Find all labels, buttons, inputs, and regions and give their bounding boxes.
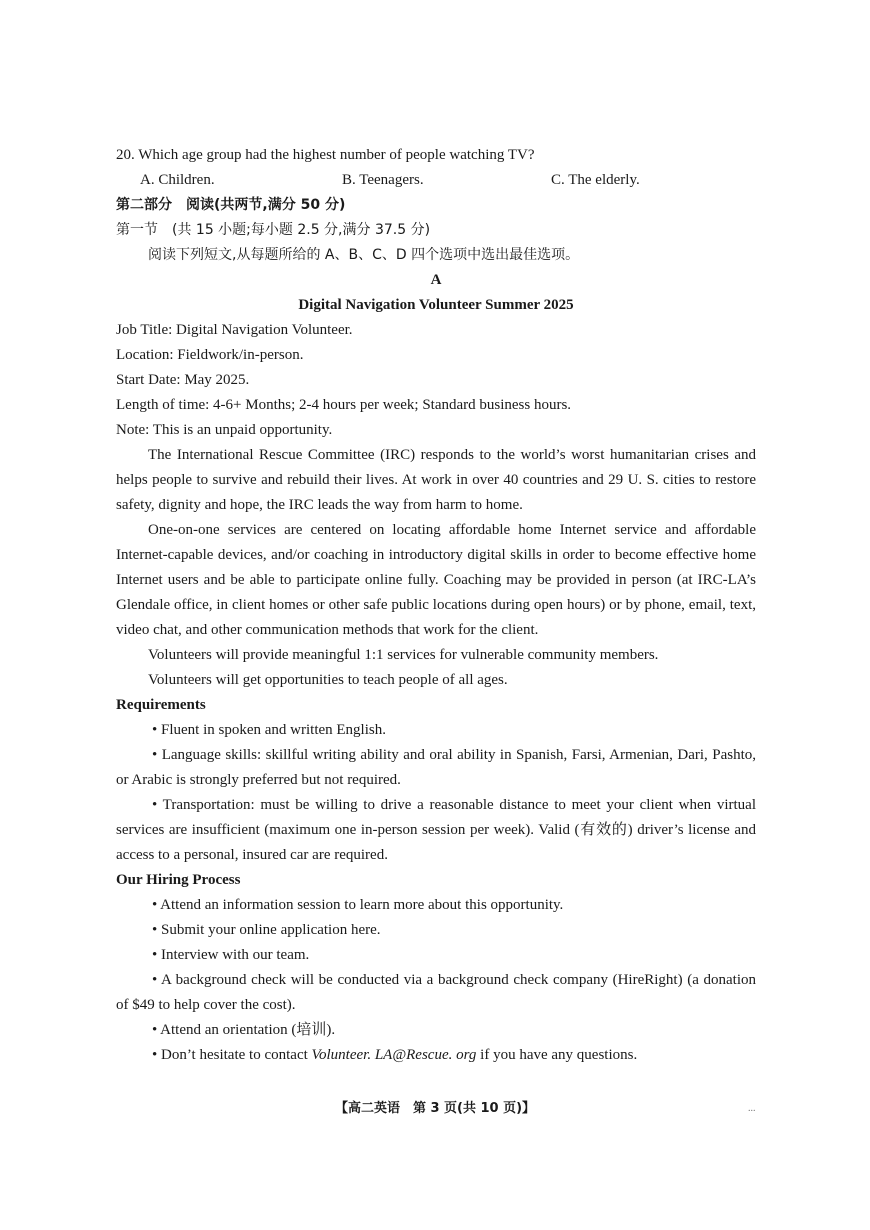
contact-prefix: • Don’t hesitate to contact [152,1047,312,1063]
paragraph-irc: The International Rescue Committee (IRC) responds to the world’s worst humanitarian crises and helps people to survive and rebuild their lives. At work in over 40 countries and 29 U. S. cities to restore safety, dignity and hope, the IRC leads the way from harm to home. [116,447,756,513]
location: Location: Fieldwork/in-person. [116,347,304,363]
exam-page [116,143,756,1068]
option-c: C. The elderly. [551,172,640,188]
corner-mark: ... [748,1103,756,1114]
requirement-language: • Language skills: skillful writing ability and oral ability in Spanish, Farsi, Armenian, Dari, Pashto, or Arabic is strongly preferred but not required. [116,747,756,788]
note: Note: This is an unpaid opportunity. [116,422,333,438]
contact-email: Volunteer. LA@Rescue. org [311,1047,477,1063]
reading-instruction: 阅读下列短文,从每题所给的 A、B、C、D 四个选项中选出最佳选项。 [148,247,580,263]
hiring-heading: Our Hiring Process [116,872,241,888]
requirements-heading: Requirements [116,697,206,713]
requirement-english: • Fluent in spoken and written English. [152,722,386,738]
question-20-stem: 20. Which age group had the highest number of people watching TV? [116,147,535,163]
paragraph-volunteers-teach: Volunteers will get opportunities to teach people of all ages. [148,672,508,688]
part-title: 第二部分 阅读(共两节,满分 50 分) [116,197,346,213]
option-a: A. Children. [140,172,215,188]
length-of-time: Length of time: 4-6+ Months; 2-4 hours per week; Standard business hours. [116,397,572,413]
hiring-step-info-session: • Attend an information session to learn more about this opportunity. [152,897,564,913]
job-title: Job Title: Digital Navigation Volunteer. [116,322,353,338]
passage-title: Digital Navigation Volunteer Summer 2025 [298,297,574,313]
requirement-transportation: • Transportation: must be willing to drive a reasonable distance to meet your client when virtual services are insufficient (maximum one in-person session per week). Valid (有效的) driver’s license and access to a personal, insured car are required. [116,797,756,863]
subsection-title: 第一节 (共 15 小题;每小题 2.5 分,满分 37.5 分) [116,222,431,238]
question-20-options [116,168,756,193]
hiring-step-interview: • Interview with our team. [152,947,310,963]
contact-suffix: if you have any questions. [476,1047,638,1063]
paragraph-volunteers-provide: Volunteers will provide meaningful 1:1 services for vulnerable community members. [148,647,659,663]
passage-letter: A [430,272,442,288]
page-footer: 【高二英语 第 3 页(共 10 页)】 [334,1101,536,1116]
start-date: Start Date: May 2025. [116,372,250,388]
hiring-step-application: • Submit your online application here. [152,922,381,938]
hiring-step-contact [116,1043,756,1068]
option-b: B. Teenagers. [342,172,424,188]
paragraph-services: One-on-one services are centered on locating affordable home Internet service and affordable Internet-capable devices, and/or coaching in introductory digital skills in order to become effective home Internet users and be able to participate online fully. Coaching may be provided in person (at IRC-LA’s Glendale office, in client homes or other safe public locations during open hours) or by phone, email, text, video chat, and other communication methods that work for the client. [116,522,756,638]
hiring-step-orientation: • Attend an orientation (培训). [152,1022,336,1038]
hiring-step-background-check: • A background check will be conducted via a background check company (HireRight) (a donation of $49 to help cover the cost). [116,972,756,1013]
